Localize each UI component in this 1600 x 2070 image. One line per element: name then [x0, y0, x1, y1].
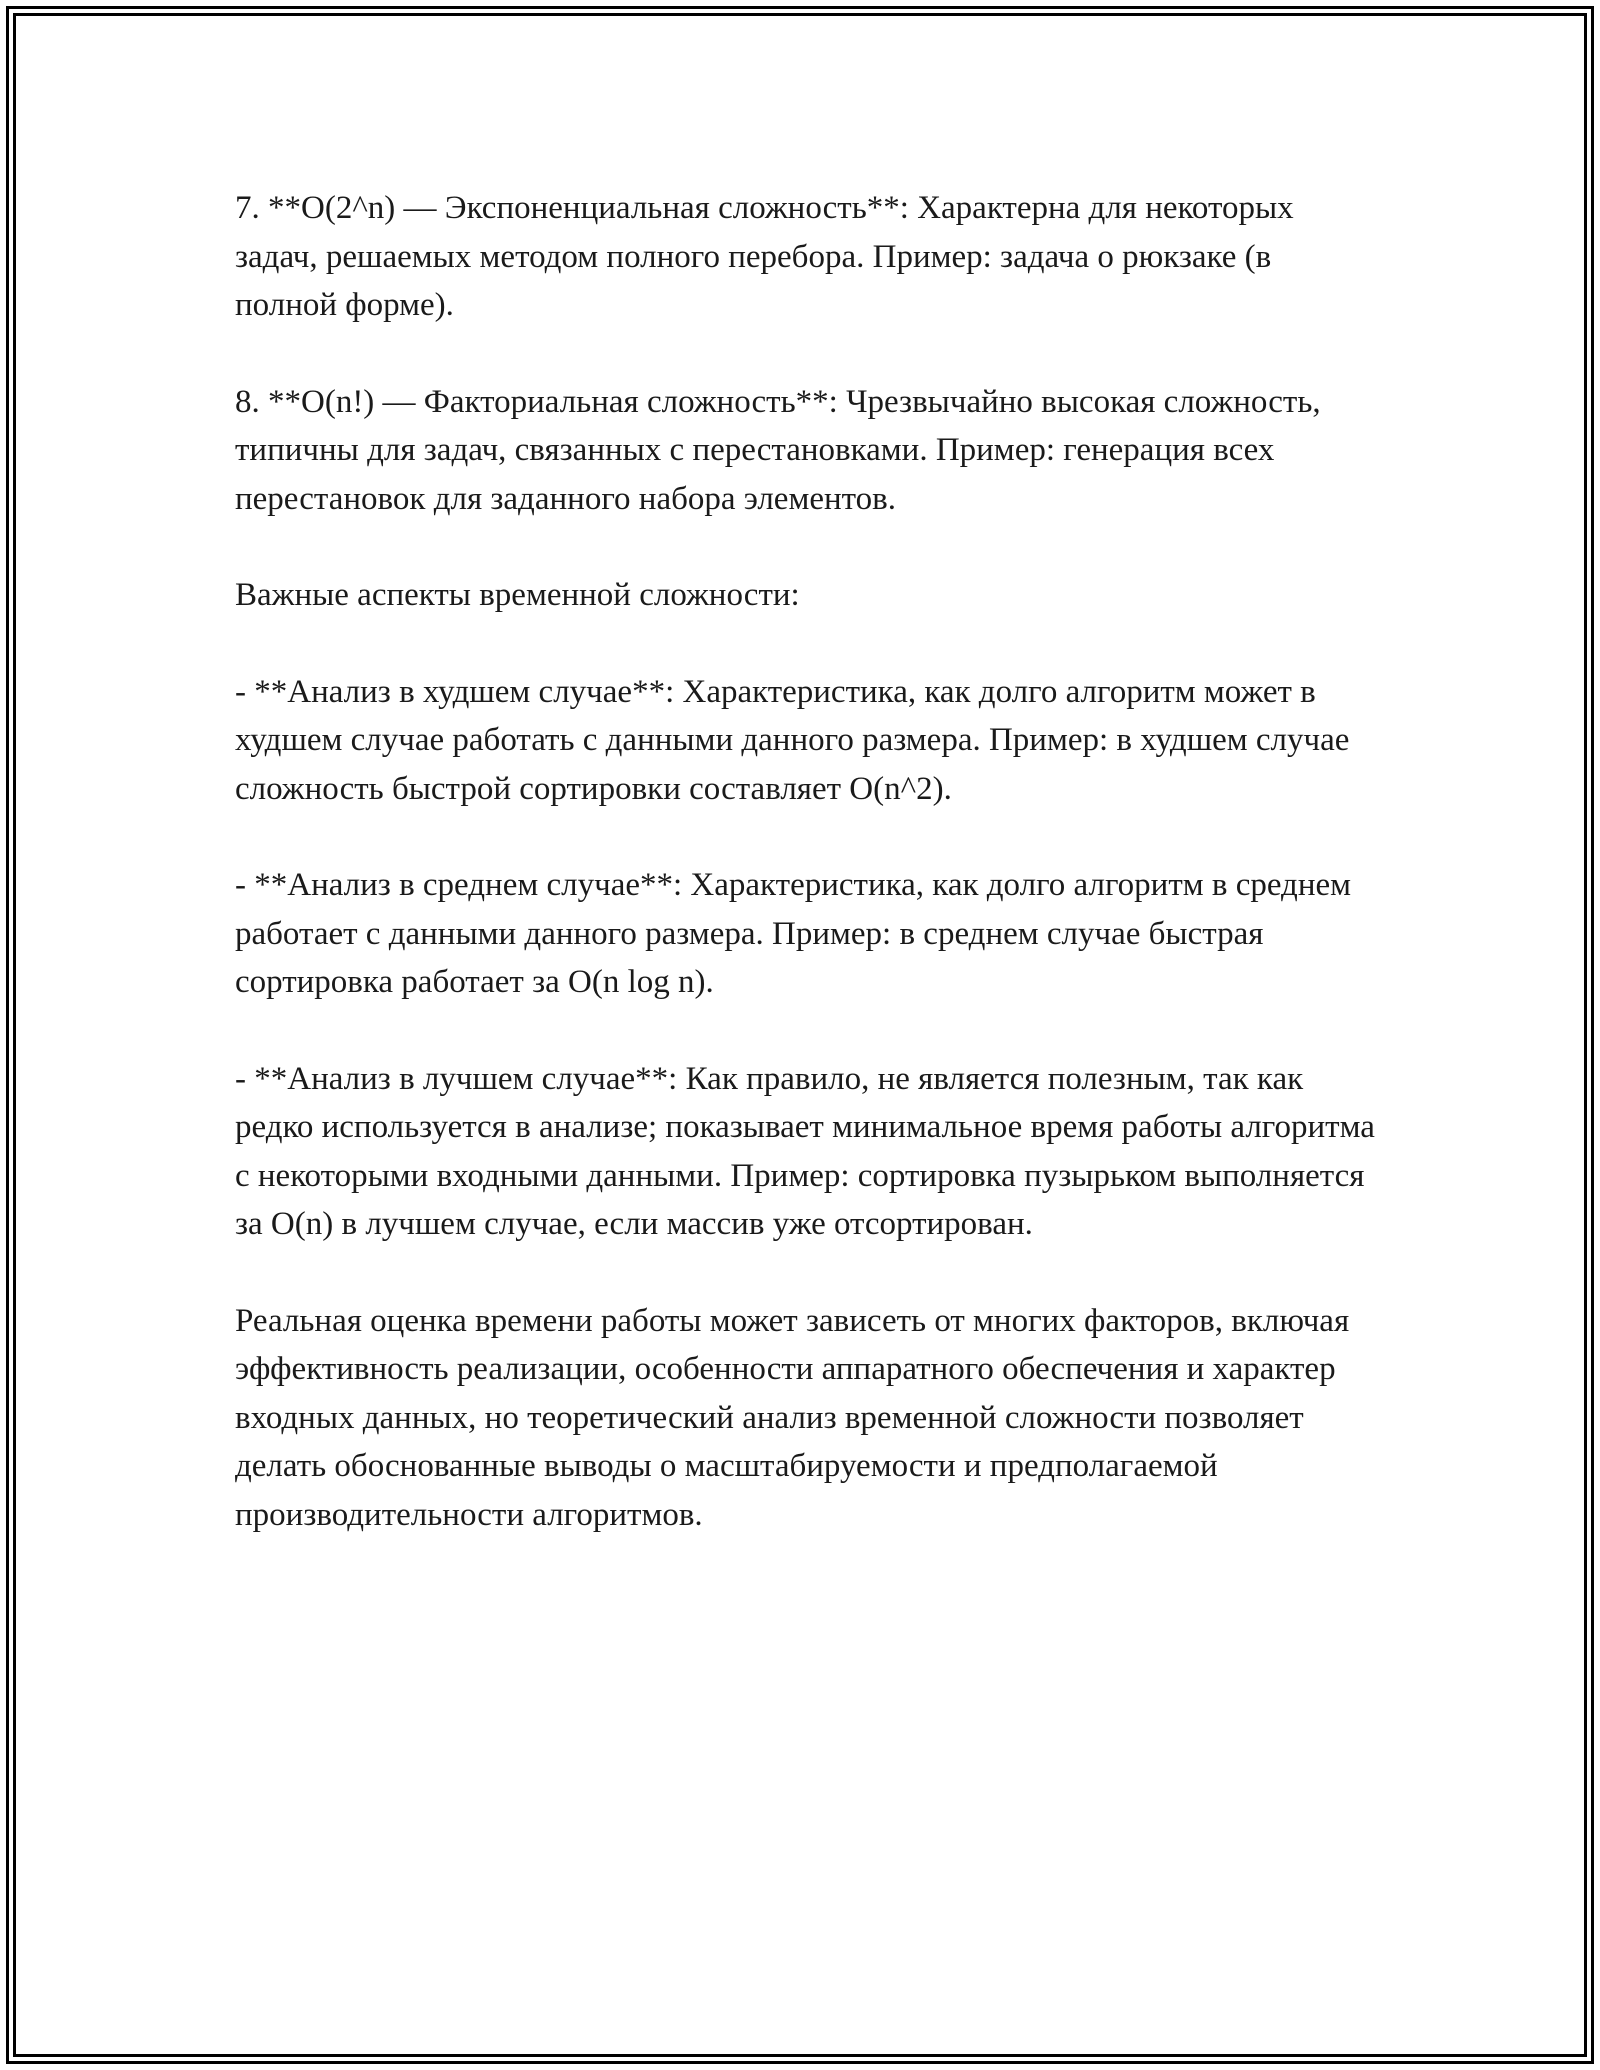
paragraph-aspects-heading: Важные аспекты временной сложности: — [235, 577, 800, 613]
paragraph-factorial-complexity: 8. **O(n!) — Факториальная сложность**: Чрезвычайно высокая сложность, типичны для задач, связанных с перестановками. Пример: генерация всех перестановок для заданного набора элементов. — [235, 383, 1321, 517]
paragraph-exponential-complexity: 7. **O(2^n) — Экспоненциальная сложность**: Характерна для некоторых задач, решаемых методом полного перебора. Пример: задача о рюкзаке (в полной форме). — [235, 190, 1294, 323]
document-body — [235, 184, 1375, 1587]
paragraph-average-case: - **Анализ в среднем случае**: Характеристика, как долго алгоритм в среднем работает с данными данного размера. Пример: в среднем случае быстрая сортировка работает за O(n log n). — [235, 867, 1352, 1000]
paragraph-worst-case: - **Анализ в худшем случае**: Характеристика, как долго алгоритм может в худшем случае работать с данными данного размера. Пример: в худшем случае сложность быстрой сортировки составляет O(n^2). — [235, 673, 1350, 807]
paragraph-best-case: - **Анализ в лучшем случае**: Как правило, не является полезным, так как редко используется в анализе; показывает минимальное время работы алгоритма с некоторыми входными данными. Пример: сортировка пузырьком выполняется за O(n) в лучшем случае, если массив уже отсортирован. — [235, 1060, 1375, 1242]
paragraph-conclusion: Реальная оценка времени работы может зависеть от многих факторов, включая эффективность реализации, особенности аппаратного обеспечения и характер входных данных, но теоретический анализ временной сложности позволяет делать обоснованные выводы о масштабируемости и предполагаемой производительности алгоритмов. — [235, 1302, 1350, 1533]
